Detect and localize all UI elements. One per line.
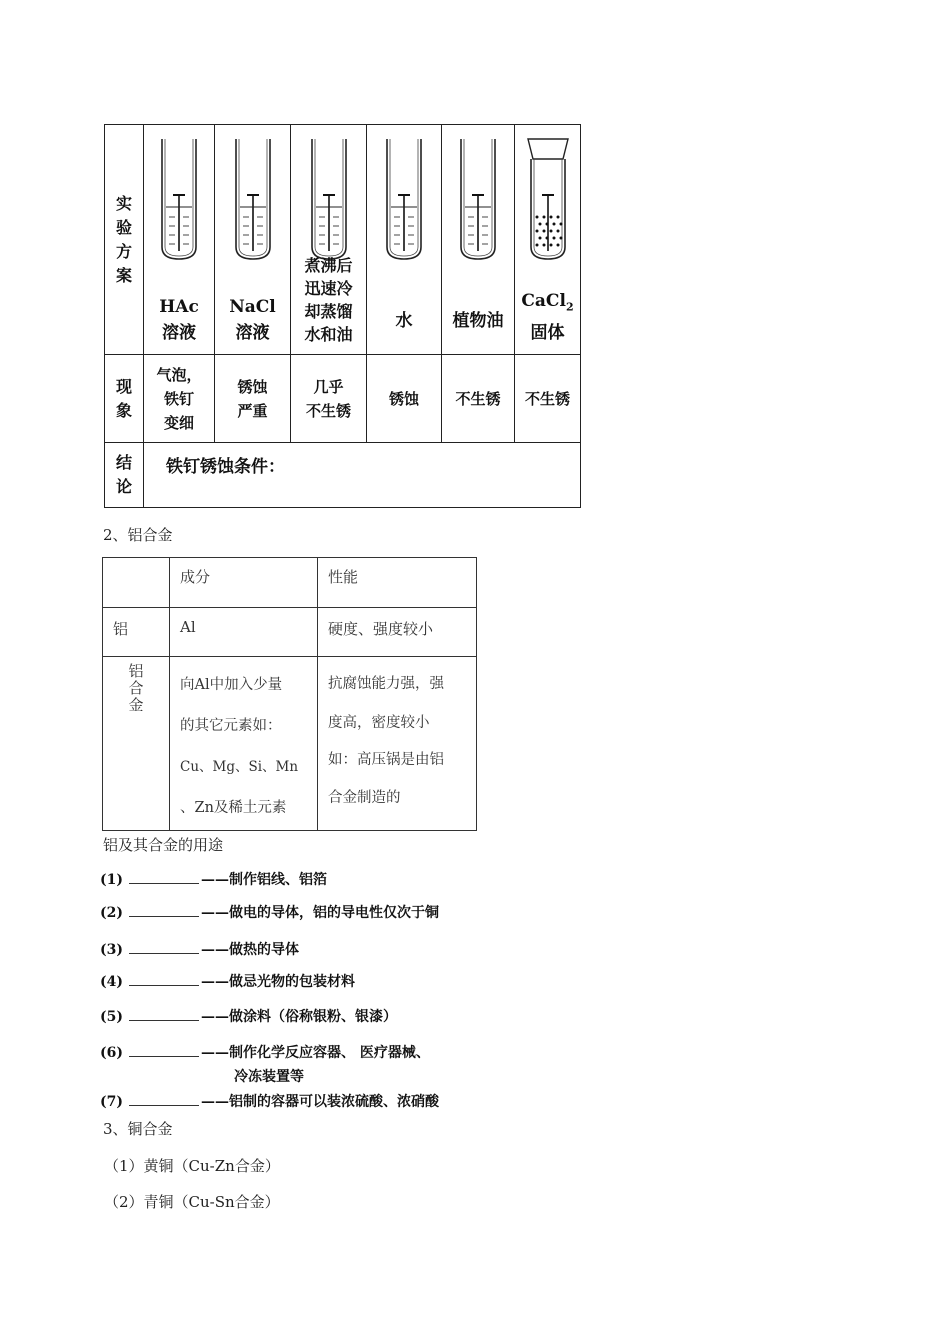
subscript: 2 xyxy=(565,300,574,313)
property-line: 度高，密度较小 xyxy=(328,715,430,731)
tube-wrap xyxy=(156,135,202,272)
use-number: (3) xyxy=(100,942,123,958)
phenomenon-line: 不生锈 xyxy=(305,401,351,420)
tube-wrap xyxy=(455,135,501,272)
scheme-label-line: 溶液 xyxy=(162,323,196,343)
solid-particle xyxy=(552,223,555,226)
row-header-phenomenon xyxy=(105,355,144,443)
use-number: (1) xyxy=(100,872,123,888)
solid-particle xyxy=(549,230,552,233)
solid-particle xyxy=(556,244,559,247)
phenomenon-line: 铁钉 xyxy=(163,389,194,408)
solid-particle xyxy=(556,216,559,219)
alloy-row-composition xyxy=(170,657,318,831)
use-text-continued: 冷冻装置等 xyxy=(234,1069,304,1085)
tube-wrap xyxy=(306,135,352,272)
row-header-char: 象 xyxy=(115,400,132,420)
solid-particle xyxy=(538,237,541,240)
solid-particle xyxy=(542,216,545,219)
scheme-label-line: 水 xyxy=(395,311,413,331)
use-item xyxy=(100,869,327,889)
test-tube-icon xyxy=(455,135,501,265)
section2-title: 2、铝合金 xyxy=(103,526,173,544)
vchar: 金 xyxy=(128,696,144,714)
use-number: (4) xyxy=(100,974,123,990)
alloy-table xyxy=(102,557,477,831)
use-text: ——制作化学反应容器、 医疗器械、 xyxy=(201,1045,430,1061)
scheme-label-line: 植物油 xyxy=(452,311,504,331)
scheme-wrap xyxy=(442,125,514,354)
scheme-label xyxy=(144,294,214,346)
solid-particle xyxy=(538,223,541,226)
scheme-label xyxy=(442,308,514,334)
tube-wrap xyxy=(230,135,276,272)
use-text: ——制作铝线、铝箔 xyxy=(201,872,327,888)
phenomenon-cell xyxy=(291,355,367,443)
scheme-label-line: 迅速冷 xyxy=(304,279,353,298)
phenomenon-cell xyxy=(442,355,515,443)
scheme-label-line: NaCl xyxy=(229,297,276,317)
row-header-conclusion xyxy=(105,443,144,508)
scheme-cell-cacl2 xyxy=(515,125,581,355)
scheme-label-line: CaCl$_2$ xyxy=(521,290,574,313)
conclusion-text: 铁钉锈蚀条件： xyxy=(144,443,581,508)
composition-line: 向Al中加入少量 xyxy=(180,677,283,693)
scheme-cell-boiled-water-oil xyxy=(291,125,367,355)
scheme-cell-water xyxy=(367,125,442,355)
alloy-header-empty xyxy=(103,558,170,608)
use-text: ——做电的导体，铝的导电性仅次于铜 xyxy=(201,905,439,921)
composition-line: 、Zn及稀土元素 xyxy=(180,800,287,816)
scheme-wrap xyxy=(515,125,580,354)
phenomenon-cell xyxy=(144,355,215,443)
alloy-row-property xyxy=(318,657,477,831)
scheme-label-line: 煮沸后 xyxy=(304,256,353,275)
answer-blank[interactable] xyxy=(129,1044,199,1057)
composition-line: Cu、Mg、Si、Mn xyxy=(180,759,299,775)
use-item xyxy=(100,1006,397,1026)
answer-blank[interactable] xyxy=(129,904,199,917)
section3-title: 3、铜合金 xyxy=(103,1120,173,1138)
row-header-char: 验 xyxy=(115,217,132,237)
use-item xyxy=(100,939,299,959)
answer-blank[interactable] xyxy=(129,941,199,954)
phenomenon-line: 锈蚀 xyxy=(237,377,268,396)
scheme-wrap xyxy=(144,125,214,354)
solid-particle xyxy=(556,230,559,233)
solid-particle xyxy=(535,216,538,219)
answer-blank[interactable] xyxy=(129,871,199,884)
phenomenon-line: 几乎 xyxy=(313,377,344,396)
solid-particle xyxy=(552,237,555,240)
scheme-label-line: HAc xyxy=(159,297,199,317)
use-item xyxy=(100,971,355,991)
scheme-label-line: 溶液 xyxy=(235,323,270,343)
alloy-row-composition: Al xyxy=(170,608,318,657)
scheme-label xyxy=(515,288,580,346)
answer-blank[interactable] xyxy=(129,1008,199,1021)
row-header-char: 结 xyxy=(115,453,132,472)
phenomenon-line: 严重 xyxy=(237,401,268,420)
solid-particle xyxy=(549,244,552,247)
use-text: ——做涂料（俗称银粉、银漆） xyxy=(201,1009,397,1025)
vchar: 铝 xyxy=(128,662,144,680)
use-item xyxy=(100,902,439,922)
test-tube-icon xyxy=(230,135,276,265)
scheme-label xyxy=(215,294,290,346)
solid-particle xyxy=(559,237,562,240)
row-header-char: 方 xyxy=(115,241,132,261)
row-header-char: 实 xyxy=(115,193,132,213)
scheme-wrap xyxy=(291,125,366,354)
use-text: ——做忌光物的包装材料 xyxy=(201,974,355,990)
alloy-row-property: 硬度、强度较小 xyxy=(318,608,477,657)
section3-item: （1）黄铜（Cu-Zn合金） xyxy=(104,1157,280,1175)
use-number: (6) xyxy=(100,1045,123,1061)
alloy-row-name: 铝 xyxy=(103,608,170,657)
tube-wrap xyxy=(381,135,427,272)
use-text: ——铝制的容器可以装浓硫酸、浓硝酸 xyxy=(201,1094,439,1110)
scheme-label-line: 水和油 xyxy=(304,325,353,344)
scheme-wrap xyxy=(367,125,441,354)
phenomenon-line: 变细 xyxy=(163,413,194,432)
scheme-label-line: 却蒸馏 xyxy=(304,302,353,321)
scheme-label xyxy=(367,308,441,334)
phenomenon-cell xyxy=(215,355,291,443)
experiment-table xyxy=(104,124,580,507)
property-line: 合金制造的 xyxy=(328,790,401,806)
use-item xyxy=(100,1042,430,1086)
test-tube-icon xyxy=(525,135,571,265)
scheme-cell-hac xyxy=(144,125,215,355)
phenomenon-line: 锈蚀 xyxy=(388,389,419,408)
solid-particle xyxy=(559,223,562,226)
phenomenon-line: 不生锈 xyxy=(455,389,501,408)
test-tube-icon xyxy=(156,135,202,265)
solid-particle xyxy=(542,230,545,233)
tube-wrap xyxy=(525,135,571,272)
solid-particle xyxy=(535,230,538,233)
use-number: (2) xyxy=(100,905,123,921)
use-item xyxy=(100,1091,439,1111)
uses-title: 铝及其合金的用途 xyxy=(103,836,224,854)
solid-particle xyxy=(542,244,545,247)
scheme-cell-vegetable-oil xyxy=(442,125,515,355)
use-number: (7) xyxy=(100,1094,123,1110)
scheme-wrap xyxy=(215,125,290,354)
solid-particle xyxy=(535,244,538,247)
phenomenon-line: 不生锈 xyxy=(524,389,570,408)
vchar: 合 xyxy=(128,679,144,697)
scheme-label-line: 固体 xyxy=(530,323,565,343)
test-tube-icon xyxy=(306,135,352,265)
solid-particle xyxy=(549,216,552,219)
test-tube-icon xyxy=(381,135,427,265)
row-header-char: 论 xyxy=(115,477,132,496)
phenomenon-cell xyxy=(367,355,442,443)
composition-line: 的其它元素如： xyxy=(180,718,282,734)
alloy-header-composition: 成分 xyxy=(170,558,318,608)
phenomenon-line: 气泡， xyxy=(156,365,202,384)
row-header-scheme xyxy=(105,125,144,355)
answer-blank[interactable] xyxy=(129,1093,199,1106)
stopper-shape xyxy=(528,139,568,159)
property-line: 如：高压锅是由铝 xyxy=(328,752,444,768)
property-line: 抗腐蚀能力强，强 xyxy=(328,676,444,692)
row-header-char: 案 xyxy=(115,265,132,285)
use-text: ——做热的导体 xyxy=(201,942,299,958)
scheme-label xyxy=(291,254,366,346)
scheme-cell-nacl xyxy=(215,125,291,355)
row-header-char: 现 xyxy=(115,376,132,396)
answer-blank[interactable] xyxy=(129,973,199,986)
use-number: (5) xyxy=(100,1009,123,1025)
solid-particle xyxy=(545,223,548,226)
section3-item: （2）青铜（Cu-Sn合金） xyxy=(104,1193,280,1211)
phenomenon-cell xyxy=(515,355,581,443)
alloy-header-property: 性能 xyxy=(318,558,477,608)
alloy-row-name-vertical xyxy=(103,657,170,831)
solid-particle xyxy=(545,237,548,240)
